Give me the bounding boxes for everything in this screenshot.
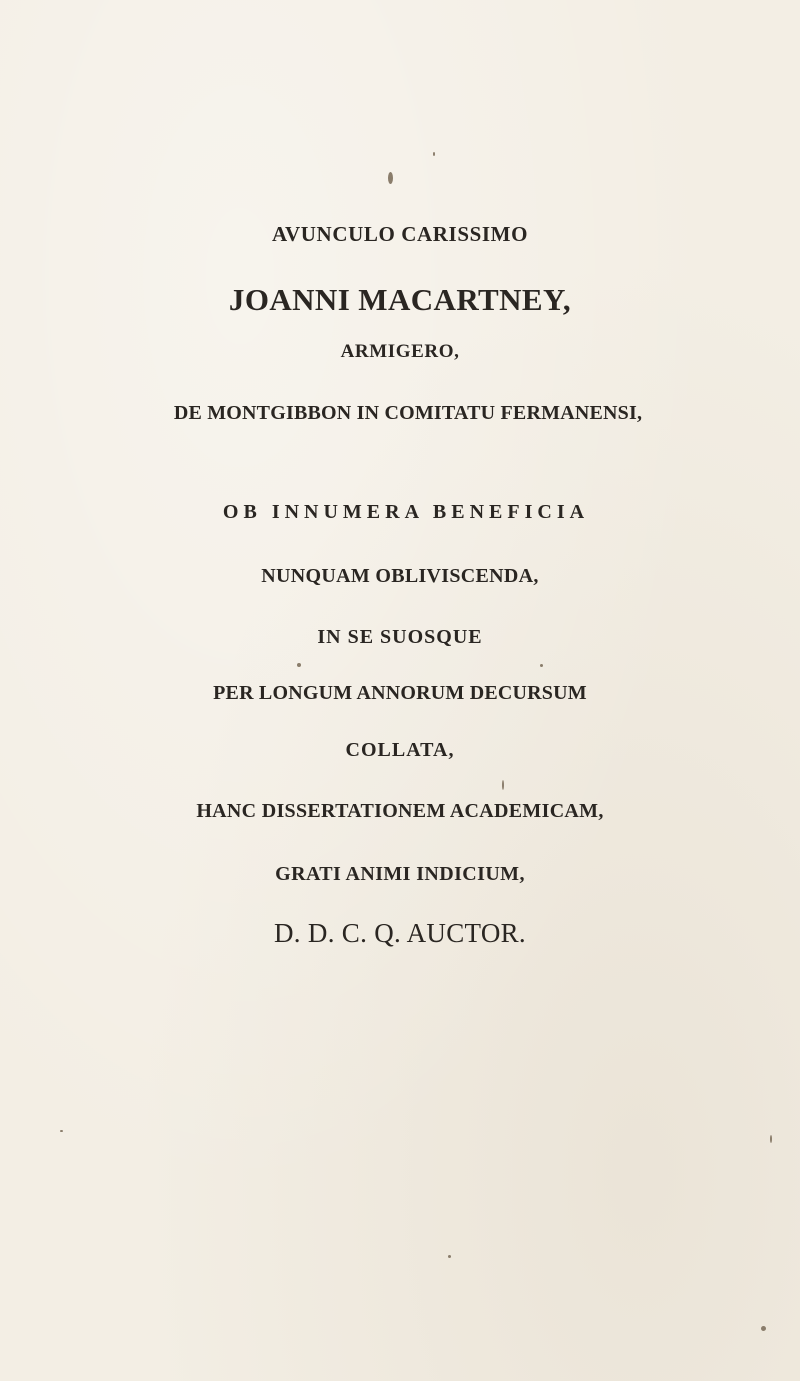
speck [770,1135,772,1143]
speck [761,1326,766,1331]
dedication-line-beneficia: OB INNUMERA BENEFICIA [222,501,590,523]
dedication-line-name: JOANNI MACARTNEY, [228,282,572,317]
dedication-line-in-se: IN SE SUOSQUE [317,626,483,648]
dedication-line-per-longum: PER LONGUM ANNORUM DECURSUM [213,682,587,704]
speck [448,1255,451,1258]
speck [60,1130,63,1132]
dedication-line-avunculo: AVUNCULO CARISSIMO [271,222,529,246]
speck [540,664,543,667]
dedication-line-auctor: D. D. C. Q. AUCTOR. [274,918,526,948]
speck [502,780,504,790]
dedication-line-collata: COLLATA, [345,739,455,761]
speck [433,152,435,156]
dedication-line-armigero: ARMIGERO, [340,341,460,362]
speck [388,172,393,184]
dedication-line-grati-animi: GRATI ANIMI INDICIUM, [275,863,525,885]
speck [297,663,301,667]
dedication-line-nunquam: NUNQUAM OBLIVISCENDA, [261,565,539,587]
dedication-line-place: DE MONTGIBBON IN COMITATU FERMANENSI, [173,402,643,424]
dedication-line-dissertationem: HANC DISSERTATIONEM ACADEMICAM, [196,800,604,822]
